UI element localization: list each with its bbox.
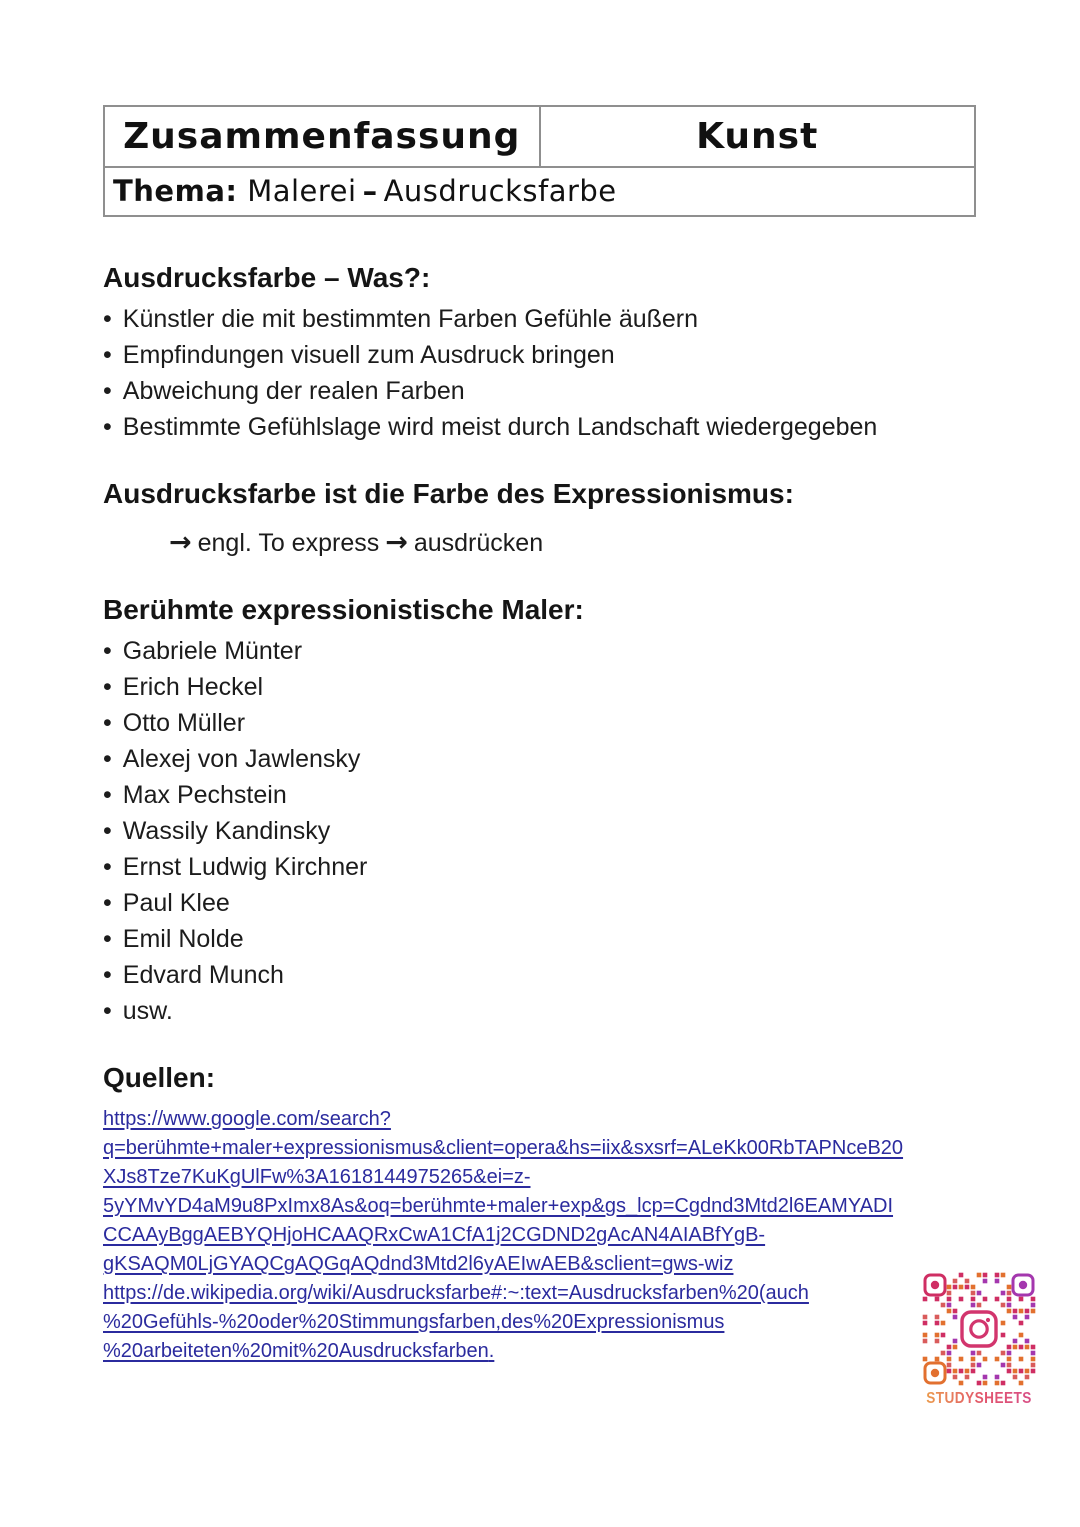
painter-item: • usw.	[103, 993, 976, 1029]
bullet-item: • Empfindungen visuell zum Ausdruck bringen	[103, 337, 976, 373]
arrow-right-icon: →	[169, 527, 192, 558]
document-content	[103, 0, 976, 1366]
qr-dots	[923, 1273, 1036, 1386]
bullet-item: • Abweichung der realen Farben	[103, 373, 976, 409]
bullet-item: • Bestimmte Gefühlslage wird meist durch Landschaft wiedergegeben	[103, 409, 976, 445]
google-search-link[interactable]: q=berühmte+maler+expressionismus&client=opera&hs=iix&sxsrf=ALeKk00RbTAPNceB20	[103, 1137, 904, 1159]
wikipedia-link-lastline[interactable]	[103, 1337, 976, 1366]
section-was	[103, 261, 976, 445]
painter-item: • Otto Müller	[103, 705, 976, 741]
thema-dash: –	[362, 173, 378, 208]
section-maler	[103, 593, 976, 1029]
painter-item: • Edvard Munch	[103, 957, 976, 993]
google-search-link[interactable]: gKSAQM0LjGYAQCgAQGqAQdnd3Mtd2l6yAEIwAEB&sclient=gws-wiz	[103, 1253, 734, 1275]
header-table	[103, 105, 976, 217]
instagram-qr-block	[919, 1272, 1056, 1408]
wikipedia-link[interactable]: %20arbeiteten%20mit%20Ausdrucksfarben	[103, 1340, 489, 1362]
painter-item: • Emil Nolde	[103, 921, 976, 957]
subject-title-cell	[540, 106, 976, 167]
thema-topic: Ausdrucksfarbe	[383, 173, 617, 208]
google-search-link[interactable]: https://www.google.com/search?	[103, 1108, 391, 1130]
painter-item: • Wassily Kandinsky	[103, 813, 976, 849]
instagram-glyph-icon	[925, 1363, 945, 1383]
painter-item: • Max Pechstein	[103, 777, 976, 813]
painter-item: • Gabriele Münter	[103, 633, 976, 669]
source-links	[103, 1105, 976, 1366]
sentence-period: .	[488, 1340, 495, 1362]
header-thema-row	[104, 167, 975, 216]
painter-item: • Paul Klee	[103, 885, 976, 921]
wikipedia-link[interactable]: %20Gefühls-%20oder%20Stimmungsfarben,des%20Expressionismus	[103, 1311, 725, 1333]
arrow-right-icon: →	[385, 527, 408, 558]
expression-phrase-de: ausdrücken	[413, 529, 544, 557]
summary-title: Zusammenfassung	[123, 116, 521, 157]
instagram-glyph-icon	[925, 1275, 945, 1295]
qr-code	[922, 1272, 1036, 1386]
header-title-row	[104, 106, 975, 167]
thema-cell	[104, 167, 975, 216]
expression-arrow-line	[103, 525, 976, 561]
section-maler-heading: Berühmte expressionistische Maler:	[103, 594, 584, 625]
was-bullet-list	[103, 301, 976, 445]
instagram-logo-icon	[962, 1312, 996, 1346]
thema-label: Thema:	[113, 173, 238, 208]
section-quellen-heading: Quellen:	[103, 1062, 216, 1093]
section-expressionismus	[103, 477, 976, 561]
brand-handle: STUDYSHEETS.PC	[926, 1390, 1056, 1407]
summary-title-cell	[104, 106, 540, 167]
instagram-glyph-icon	[1013, 1275, 1033, 1295]
thema-subject: Malerei	[247, 173, 357, 208]
painter-item: • Alexej von Jawlensky	[103, 741, 976, 777]
painter-item: • Erich Heckel	[103, 669, 976, 705]
section-was-heading: Ausdrucksfarbe – Was?:	[103, 262, 431, 293]
painter-item: • Ernst Ludwig Kirchner	[103, 849, 976, 885]
bullet-item: • Künstler die mit bestimmten Farben Gefühle äußern	[103, 301, 976, 337]
google-search-link[interactable]: XJs8Tze7KuKgUlFw%3A1618144975265&ei=z-	[103, 1166, 531, 1188]
section-expressionismus-heading: Ausdrucksfarbe ist die Farbe des Expressionismus:	[103, 478, 794, 509]
subject-title: Kunst	[696, 116, 819, 157]
expression-phrase-en: engl. To express	[197, 529, 380, 557]
wikipedia-link[interactable]: https://de.wikipedia.org/wiki/Ausdrucksfarbe#:~:text=Ausdrucksfarben%20(auch	[103, 1282, 809, 1304]
section-quellen	[103, 1061, 976, 1366]
painters-list	[103, 633, 976, 1029]
google-search-link[interactable]: 5yYMvYD4aM9u8PxImx8As&oq=berühmte+maler+exp&gs_lcp=Cgdnd3Mtd2l6EAMYADI	[103, 1195, 894, 1217]
google-search-link[interactable]: CCAAyBggAEBYQHjoHCAAQRxCwA1CfA1j2CGDND2gAcAN4AIABfYgB-	[103, 1224, 766, 1246]
